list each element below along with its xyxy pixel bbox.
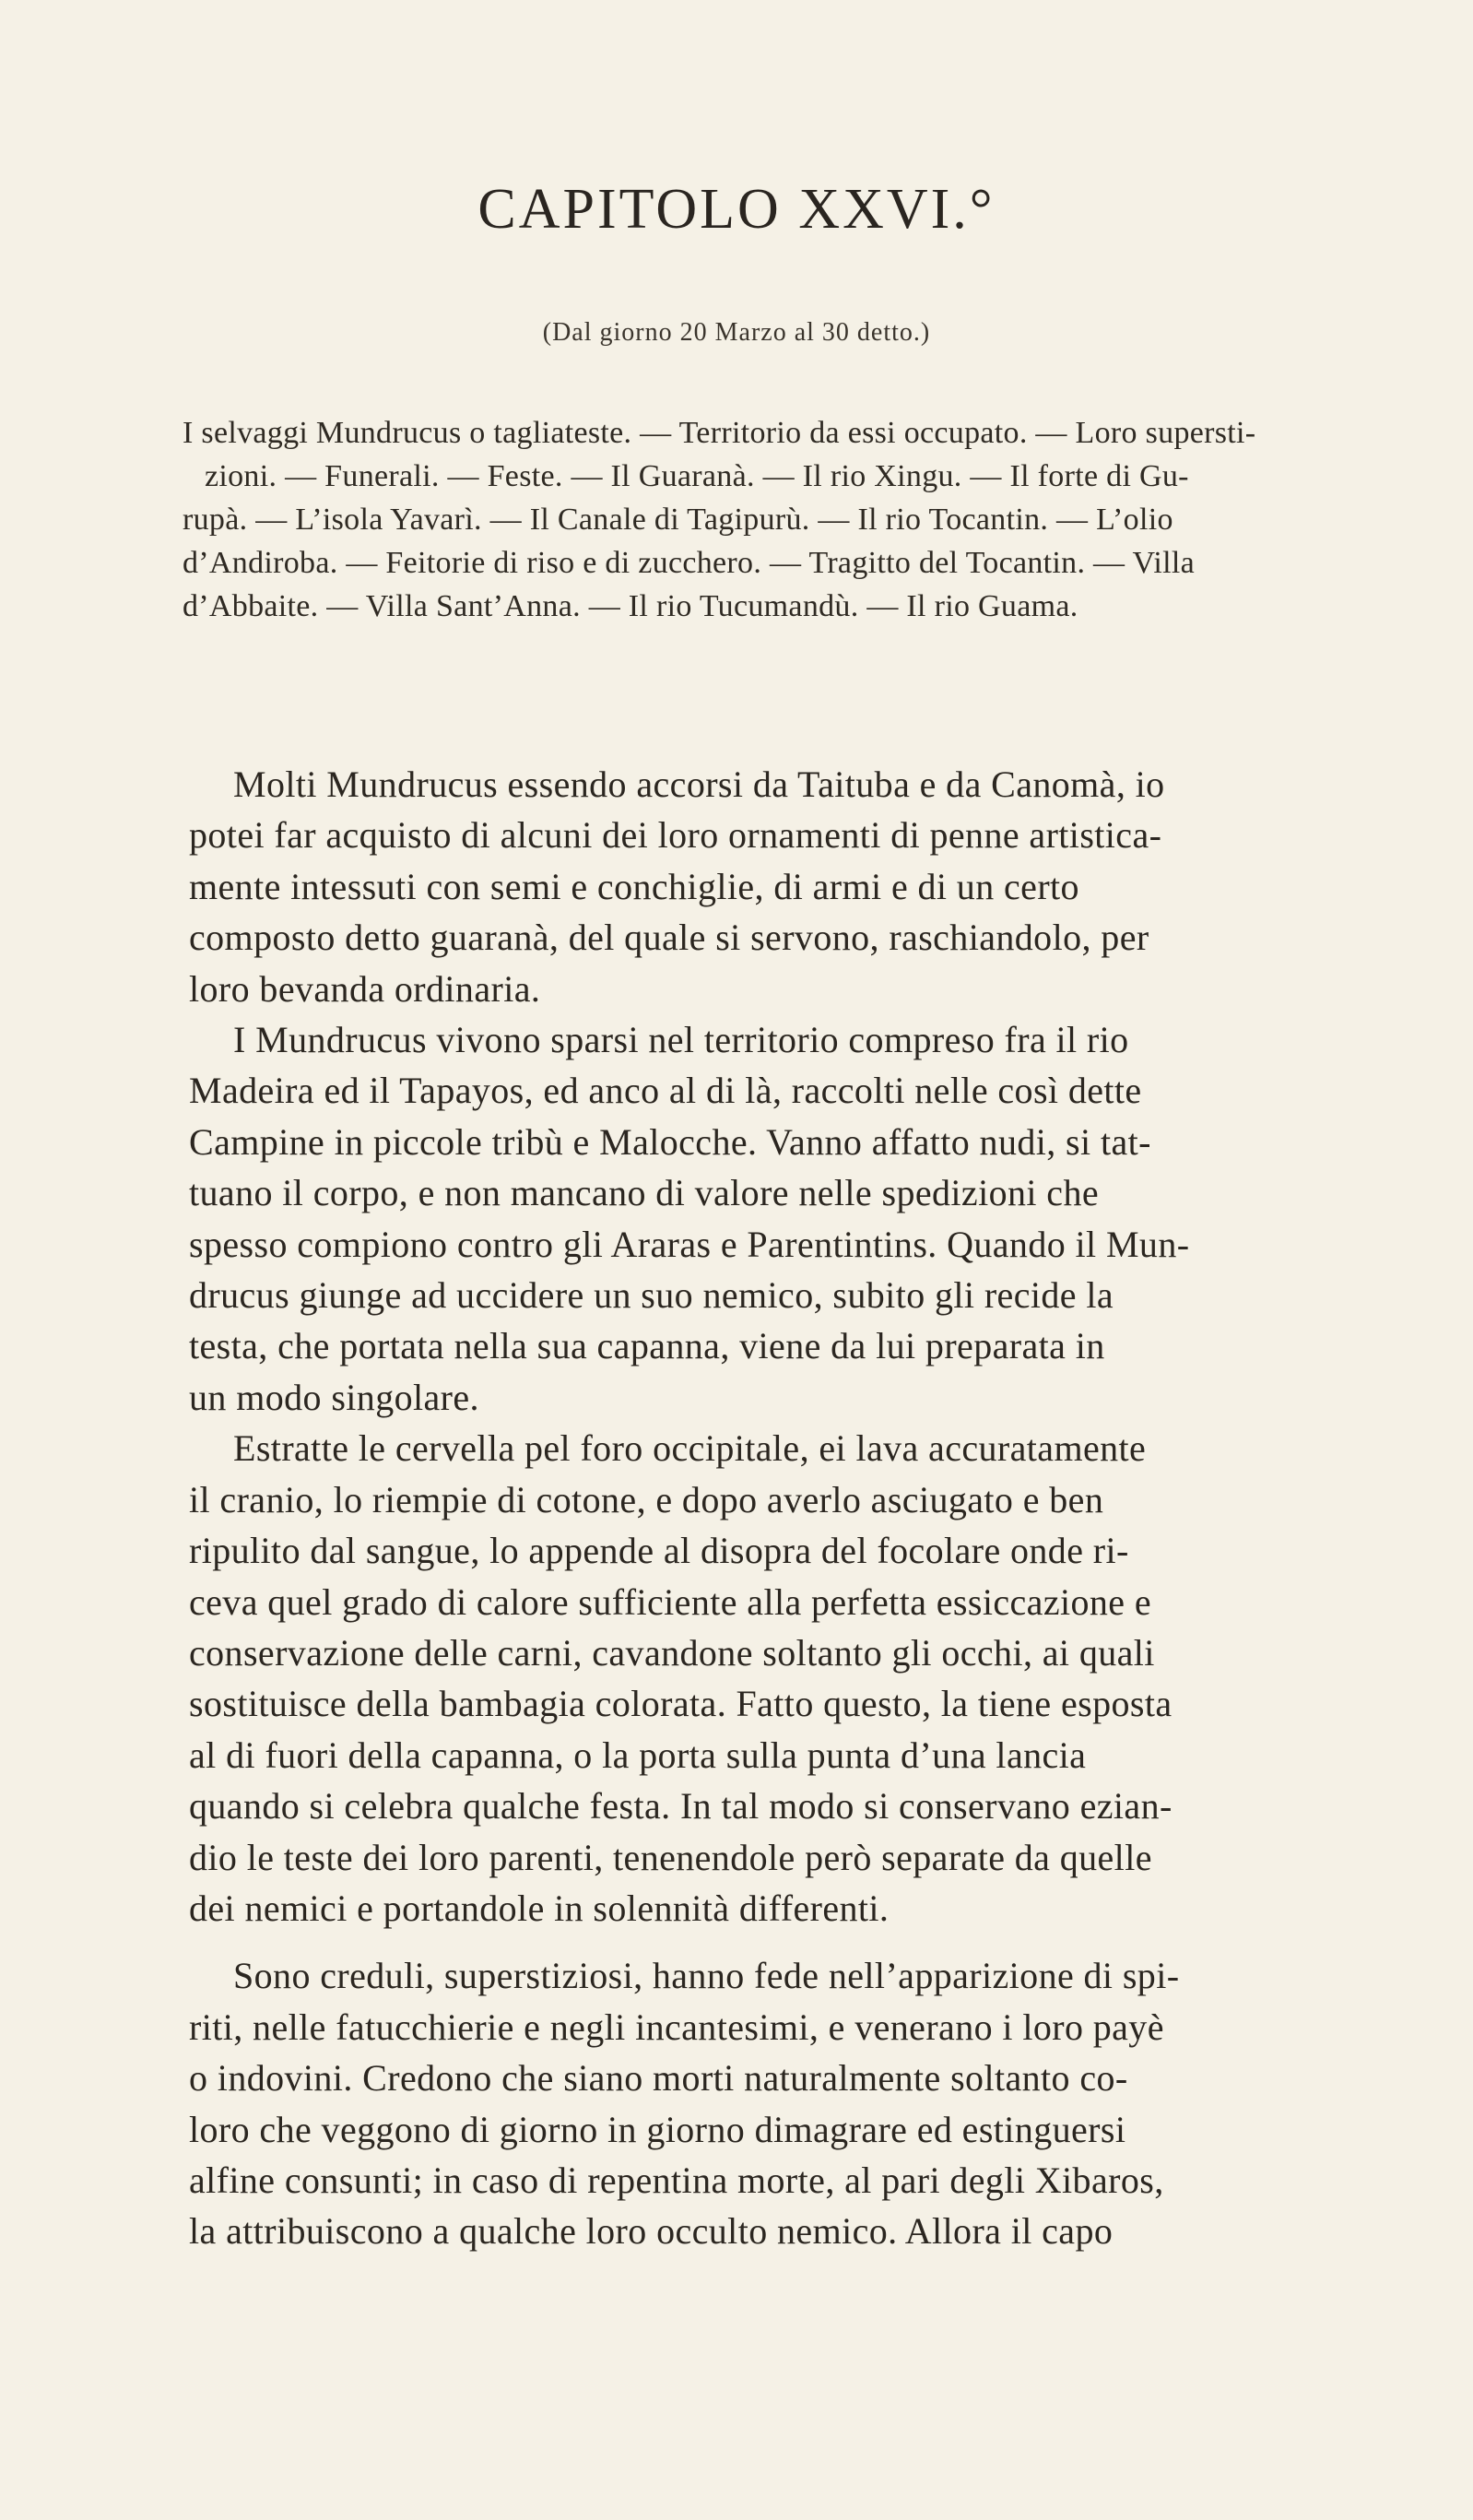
text-line: alfine consunti; in caso di repentina morte, al pari degli Xibaros,: [189, 2159, 1164, 2201]
text-line: o indovini. Credono che siano morti naturalmente soltanto co-: [189, 2057, 1128, 2100]
text-line: Sono creduli, superstiziosi, hanno fede nell’apparizione di spi-: [233, 1955, 1180, 1997]
text-line: drucus giunge ad uccidere un suo nemico, subito gli recide la: [189, 1274, 1114, 1317]
paragraph: [189, 1423, 1387, 1934]
paragraph: [189, 759, 1387, 1014]
text-line: riti, nelle fatucchierie e negli incantesimi, e venerano i loro payè: [189, 2005, 1164, 2048]
text-line: Estratte le cervella pel foro occipitale, ei lava accuratamente: [233, 1427, 1147, 1470]
text-line: loro bevanda ordinaria.: [189, 967, 541, 1010]
text-line: un modo singolare.: [189, 1376, 479, 1418]
text-line: dio le teste dei loro parenti, tenenendole però separate da quelle: [189, 1836, 1152, 1878]
chapter-title: CAPITOLO XXVI.°: [477, 178, 996, 241]
chapter-dates: (Dal giorno 20 Marzo al 30 detto.): [542, 318, 931, 347]
text-line: Campine in piccole tribù e Malocche. Vanno affatto nudi, si tat-: [189, 1120, 1151, 1163]
body-text: [189, 759, 1387, 2257]
text-line: mente intessuti con semi e conchiglie, di armi e di un certo: [189, 865, 1079, 907]
text-line: Molti Mundrucus essendo accorsi da Taituba e da Canomà, io: [233, 763, 1165, 805]
text-line: composto detto guaranà, del quale si servono, raschiandolo, per: [189, 917, 1149, 959]
text-line: potei far acquisto di alcuni dei loro ornamenti di penne artistica-: [189, 814, 1162, 857]
text-line: tuano il corpo, e non mancano di valore nelle spedizioni che: [189, 1172, 1100, 1214]
summary-line: I selvaggi Mundrucus o tagliateste. — Territorio da essi occupato. — Loro supersti-: [183, 416, 1256, 450]
text-line: ripulito dal sangue, lo appende al disopra del focolare onde ri-: [189, 1530, 1129, 1572]
paragraph: [189, 1934, 1387, 2256]
text-line: quando si celebra qualche festa. In tal modo si conservano ezian-: [189, 1785, 1173, 1828]
text-line: ceva quel grado di calore sufficiente alla perfetta essiccazione e: [189, 1580, 1151, 1623]
text-line: spesso compiono contro gli Araras e Parentintins. Quando il Mun-: [189, 1223, 1190, 1265]
summary-line: rupà. — L’isola Yavarì. — Il Canale di Tagipurù. — Il rio Tocantin. — L’olio: [183, 503, 1173, 537]
summary-line: d’Abbaite. — Villa Sant’Anna. — Il rio Tucumandù. — Il rio Guama.: [183, 589, 1078, 623]
summary-line: d’Andiroba. — Feitorie di riso e di zucchero. — Tragitto del Tocantin. — Villa: [183, 546, 1195, 580]
text-line: il cranio, lo riempie di cotone, e dopo averlo asciugato e ben: [189, 1478, 1104, 1520]
text-line: loro che veggono di giorno in giorno dimagrare ed estinguersi: [189, 2108, 1126, 2150]
text-line: la attribuiscono a qualche loro occulto nemico. Allora il capo: [189, 2210, 1114, 2253]
text-line: Madeira ed il Tapayos, ed anco al di là, raccolti nelle così dette: [189, 1070, 1142, 1112]
chapter-summary: [183, 411, 1408, 628]
text-line: I Mundrucus vivono sparsi nel territorio compreso fra il rio: [233, 1019, 1129, 1061]
text-line: dei nemici e portandole in solennità differenti.: [189, 1887, 890, 1929]
text-line: al di fuori della capanna, o la porta sulla punta d’una lancia: [189, 1733, 1087, 1776]
text-line: sostituisce della bambagia colorata. Fatto questo, la tiene esposta: [189, 1683, 1173, 1725]
text-line: testa, che portata nella sua capanna, viene da lui preparata in: [189, 1325, 1105, 1367]
text-line: conservazione delle carni, cavandone soltanto gli occhi, ai quali: [189, 1631, 1155, 1674]
paragraph: [189, 1014, 1387, 1423]
summary-line: zioni. — Funerali. — Feste. — Il Guaranà. — Il rio Xingu. — Il forte di Gu-: [205, 459, 1189, 493]
